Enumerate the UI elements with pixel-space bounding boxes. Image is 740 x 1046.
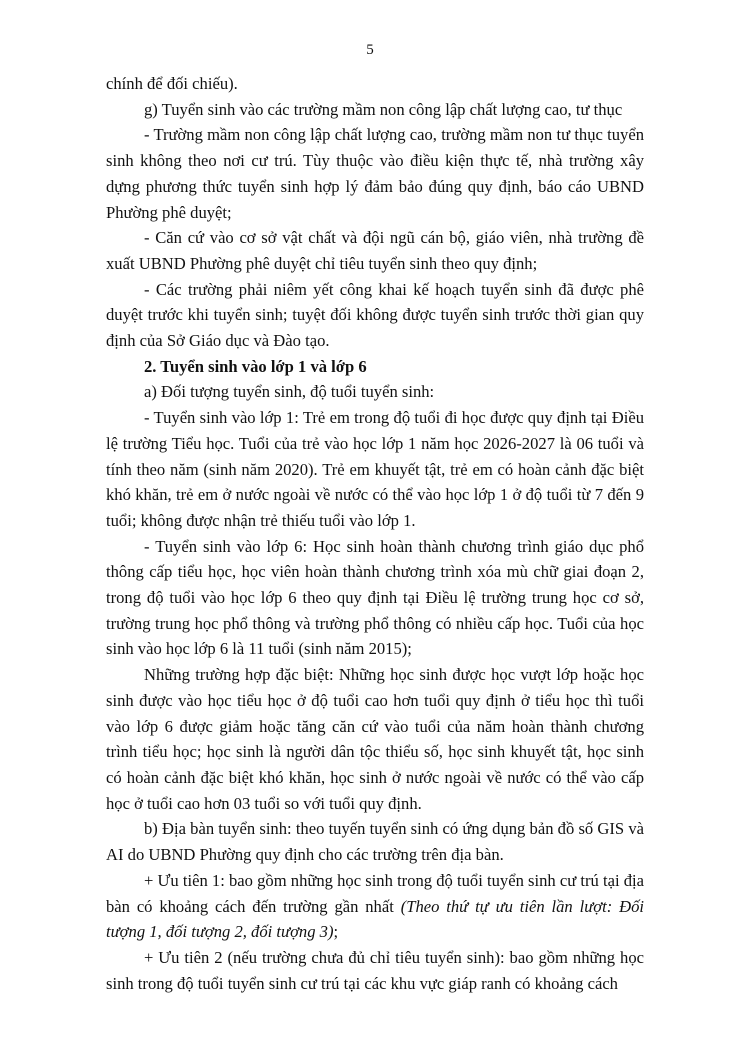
page-number: 5 [366, 42, 374, 58]
paragraph: - Căn cứ vào cơ sở vật chất và đội ngũ cán bộ, giáo viên, nhà trường đề xuất UBND Phường phê duyệt chỉ tiêu tuyển sinh theo quy định; [106, 228, 644, 273]
paragraph: Những trường hợp đặc biệt: Những học sinh được học vượt lớp hoặc học sinh được vào học tiểu học ở độ tuổi cao hơn tuổi quy định ở tiểu học thì tuổi vào lớp 6 được giảm hoặc tăng căn cứ vào tuổi của năm hoàn thành chương trình tiểu học; học sinh là người dân tộc thiểu số, học sinh khuyết tật, học sinh có hoàn cảnh đặc biệt khó khăn, học sinh ở nước ngoài về nước có thể vào cấp học ở tuổi cao hơn 03 tuổi so với tuổi quy định. [106, 665, 644, 813]
paragraph: - Tuyển sinh vào lớp 6: Học sinh hoàn thành chương trình giáo dục phổ thông cấp tiểu học, học viên hoàn thành chương trình xóa mù chữ giai đoạn 2, trong độ tuổi vào học lớp 6 theo quy định tại Điều lệ trường trung học cơ sở, trường trung học phổ thông và trường phổ thông có nhiều cấp học. Tuổi của học sinh vào học lớp 6 là 11 tuổi (sinh năm 2015); [106, 536, 644, 659]
section-heading-2: 2. Tuyển sinh vào lớp 1 và lớp 6 [144, 356, 367, 376]
section-heading-a: a) Đối tượng tuyển sinh, độ tuổi tuyển sinh: [144, 382, 435, 402]
paragraph: - Các trường phải niêm yết công khai kế hoạch tuyển sinh đã được phê duyệt trước khi tuyển sinh; tuyệt đối không được tuyển sinh trước thời gian quy định của Sở Giáo dục và Đào tạo. [106, 279, 644, 351]
paragraph: - Trường mầm non công lập chất lượng cao, trường mầm non tư thục tuyển sinh không theo nơi cư trú. Tùy thuộc vào điều kiện thực tế, nhà trường xây dựng phương thức tuyển sinh hợp lý đảm bảo đúng quy định, báo cáo UBND Phường phê duyệt; [106, 125, 644, 222]
paragraph-tail: ; [333, 922, 339, 942]
paragraph: + Ưu tiên 2 (nếu trường chưa đủ chỉ tiêu tuyển sinh): bao gồm những học sinh trong độ tuổi tuyển sinh cư trú tại các khu vực giáp ranh có khoảng cách [106, 947, 644, 993]
paragraph: - Tuyển sinh vào lớp 1: Trẻ em trong độ tuổi đi học được quy định tại Điều lệ trường Tiểu học. Tuổi của trẻ vào học lớp 1 năm học 2026-2027 là 06 tuổi và tính theo năm (sinh năm 2020). Trẻ em khuyết tật, trẻ em có hoàn cảnh đặc biệt khó khăn, trẻ em ở nước ngoài về nước có thể vào học lớp 1 ở độ tuổi từ 7 đến 9 tuổi; không được nhận trẻ thiếu tuổi vào lớp 1. [106, 408, 644, 530]
section-heading-g: g) Tuyển sinh vào các trường mầm non công lập chất lượng cao, tư thục [144, 99, 623, 119]
paragraph: chính để đối chiếu). [106, 74, 238, 93]
document-body [106, 71, 644, 996]
paragraph [106, 868, 644, 945]
italic-note: (Theo thứ tự ưu tiên lần lượt: Đối tượng 1, đối tượng 2, đối tượng 3) [106, 896, 644, 942]
section-heading-b: b) Địa bàn tuyển sinh: theo tuyến tuyển sinh có ứng dụng bản đồ số GIS và AI do UBND Phường quy định cho các trường trên địa bàn. [106, 819, 644, 865]
paragraph-text: + Ưu tiên 1: bao gồm những học sinh trong độ tuổi tuyển sinh cư trú tại địa bàn có khoảng cách đến trường gần nhất [106, 870, 644, 916]
